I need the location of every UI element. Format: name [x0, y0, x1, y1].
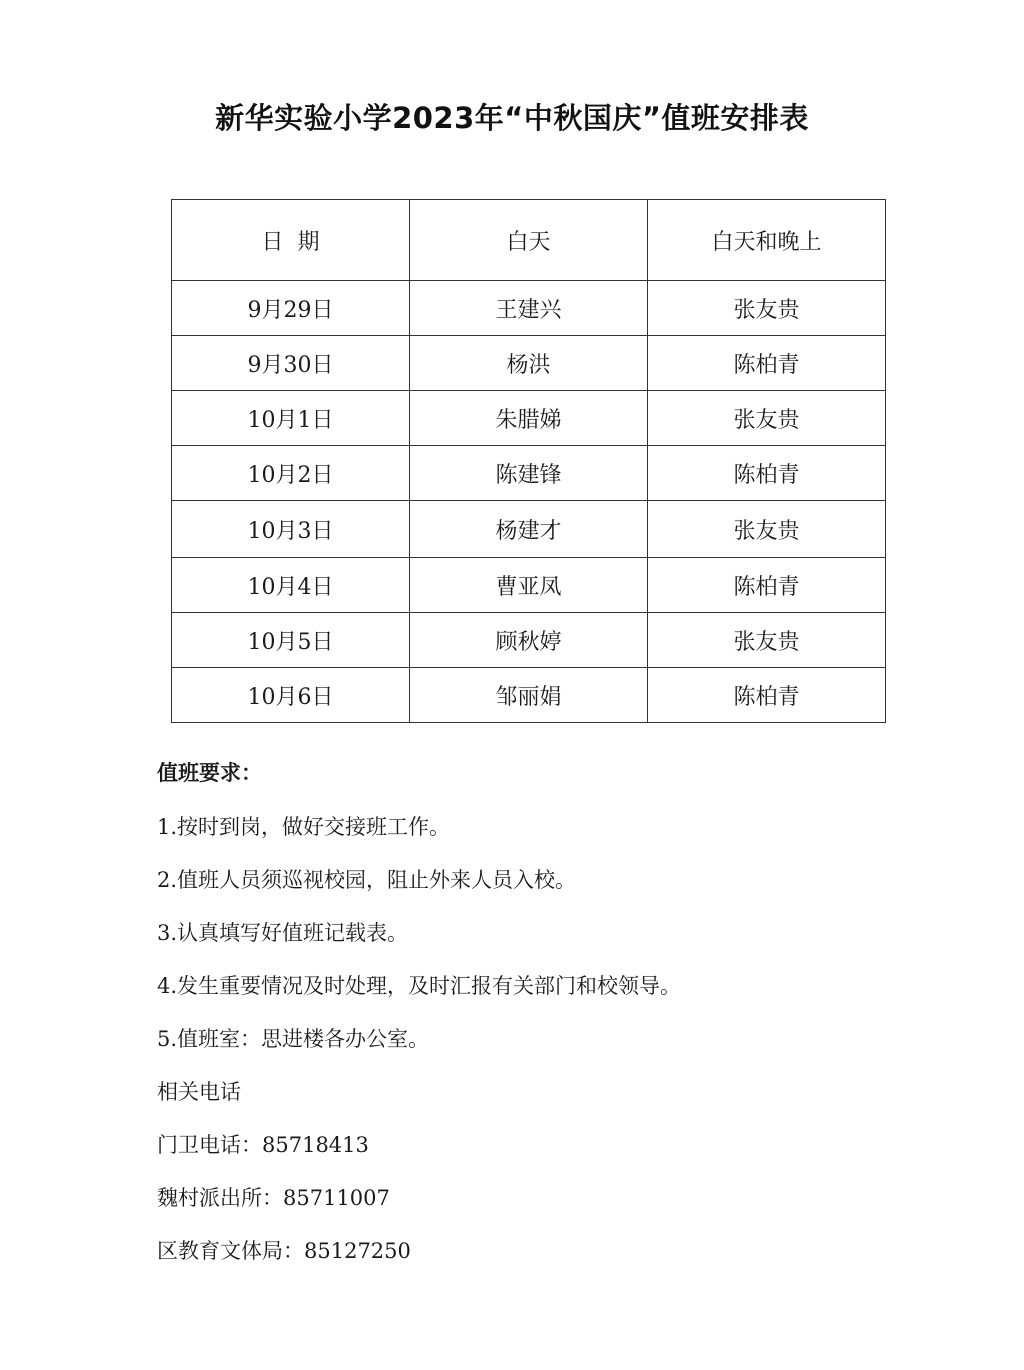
phone-entry: [157, 1183, 917, 1213]
phone-number: 85718413: [262, 1133, 369, 1157]
table-row: [172, 558, 886, 613]
phone-entry: [157, 1236, 917, 1266]
cell-day-night-staff: 张友贵: [648, 613, 886, 668]
cell-day-night-staff: 陈柏青: [648, 668, 886, 723]
cell-date: 10月1日: [172, 391, 410, 446]
phone-number: 85127250: [304, 1239, 411, 1263]
phone-number: 85711007: [283, 1186, 390, 1210]
table-row: [172, 446, 886, 501]
cell-date: 9月29日: [172, 281, 410, 336]
table-row: [172, 613, 886, 668]
column-header-day: 白天: [410, 200, 648, 281]
cell-day-staff: 杨建才: [410, 501, 648, 558]
requirement-item: 5.值班室：思进楼各办公室。: [157, 1027, 430, 1051]
duty-requirements-section: [157, 758, 917, 1289]
requirement-item: 1.按时到岗，做好交接班工作。: [157, 815, 451, 839]
cell-day-staff: 朱腊娣: [410, 391, 648, 446]
cell-day-staff: 杨洪: [410, 336, 648, 391]
cell-date: 10月3日: [172, 501, 410, 558]
cell-day-night-staff: 陈柏青: [648, 446, 886, 501]
cell-day-night-staff: 张友贵: [648, 391, 886, 446]
table-row: [172, 336, 886, 391]
table-row: [172, 281, 886, 336]
column-header-day-night: 白天和晚上: [648, 200, 886, 281]
column-header-date: 日 期: [172, 200, 410, 281]
phones-heading: 相关电话: [157, 1080, 241, 1104]
cell-day-staff: 王建兴: [410, 281, 648, 336]
cell-date: 10月6日: [172, 668, 410, 723]
phone-label: 门卫电话：: [157, 1133, 262, 1157]
requirement-item: 2.值班人员须巡视校园，阻止外来人员入校。: [157, 868, 577, 892]
cell-date: 10月5日: [172, 613, 410, 668]
cell-date: 9月30日: [172, 336, 410, 391]
phone-label: 魏村派出所：: [157, 1186, 283, 1210]
phone-entry: [157, 1130, 917, 1160]
cell-day-staff: 邹丽娟: [410, 668, 648, 723]
table-row: [172, 668, 886, 723]
requirement-item: 4.发生重要情况及时处理，及时汇报有关部门和校领导。: [157, 974, 682, 998]
cell-day-staff: 顾秋婷: [410, 613, 648, 668]
cell-day-night-staff: 张友贵: [648, 501, 886, 558]
requirements-heading: 值班要求：: [157, 761, 262, 785]
table-row: [172, 501, 886, 558]
page-title: 新华实验小学2023年“中秋国庆”值班安排表: [215, 101, 809, 135]
phone-label: 区教育文体局：: [157, 1239, 304, 1263]
duty-schedule-table: [171, 199, 886, 723]
cell-day-night-staff: 张友贵: [648, 281, 886, 336]
table-row: [172, 391, 886, 446]
cell-day-night-staff: 陈柏青: [648, 558, 886, 613]
table-header-row: [172, 200, 886, 281]
cell-day-staff: 曹亚凤: [410, 558, 648, 613]
cell-date: 10月2日: [172, 446, 410, 501]
cell-day-staff: 陈建锋: [410, 446, 648, 501]
cell-date: 10月4日: [172, 558, 410, 613]
requirement-item: 3.认真填写好值班记载表。: [157, 921, 409, 945]
cell-day-night-staff: 陈柏青: [648, 336, 886, 391]
